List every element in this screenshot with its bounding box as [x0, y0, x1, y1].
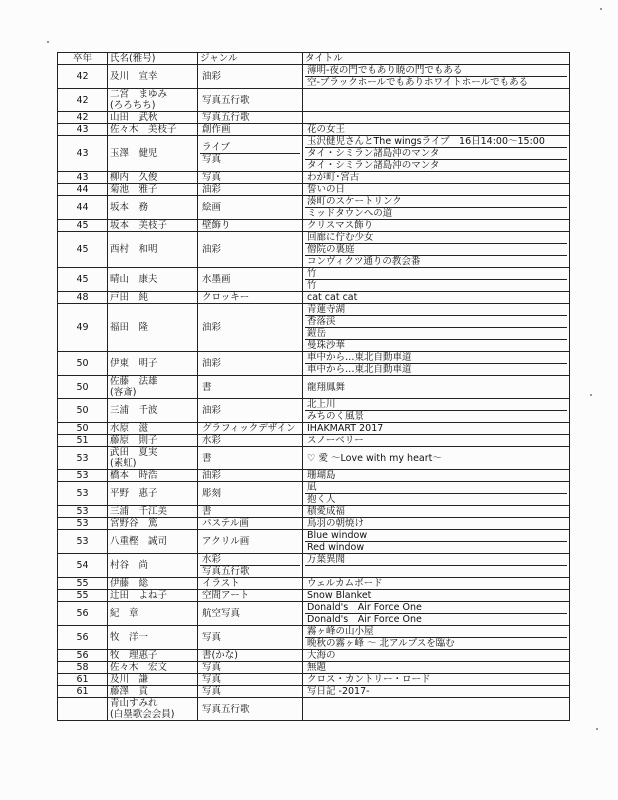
table-row [58, 530, 570, 554]
title-text: 回廊に佇む少女 [305, 232, 567, 244]
table-row [58, 376, 570, 399]
title-cell [303, 292, 570, 304]
genre-cell [198, 662, 303, 674]
genre-text: クロッキー [202, 292, 250, 303]
name-cell: 武田 夏実 (素虹) [108, 447, 198, 470]
title-cell [303, 518, 570, 530]
title-text: 万葉異聞 [305, 554, 567, 566]
name-cell: 坂本 務 [108, 196, 198, 220]
year-cell: 48 [58, 292, 108, 304]
table-row [58, 506, 570, 518]
title-text: クロス・カントリー・ロード [307, 674, 431, 685]
title-cell [303, 602, 570, 626]
header-title: タイトル [303, 53, 570, 65]
title-text: ♡ 愛 ～Love with my heart～ [307, 452, 442, 464]
genre-cell [198, 482, 303, 506]
title-text: 竹 [305, 268, 567, 280]
exhibitor-table [57, 52, 570, 721]
genre-text: アクリル画 [202, 536, 250, 547]
title-cell [303, 196, 570, 220]
title-cell [303, 124, 570, 136]
year-cell: 55 [58, 578, 108, 590]
table-row [58, 650, 570, 662]
title-text: 香落渓 [305, 316, 567, 328]
genre-text: 写真 [202, 172, 222, 183]
genre-text: 油彩 [202, 244, 222, 255]
title-text: 積愛成福 [307, 506, 346, 517]
genre-cell [198, 136, 303, 172]
genre-text: ライブ [200, 142, 300, 154]
name-cell: 西村 和明 [108, 232, 198, 268]
title-cell [303, 698, 570, 721]
year-cell: 44 [58, 184, 108, 196]
year-cell: 61 [58, 686, 108, 698]
genre-text: 水彩 [200, 554, 300, 566]
genre-cell [198, 530, 303, 554]
genre-text: 水彩 [202, 435, 222, 446]
genre-text: 航空写真 [202, 608, 241, 619]
title-cell [303, 674, 570, 686]
year-cell: 54 [58, 554, 108, 578]
name-cell: 坂本 美枝子 [108, 220, 198, 232]
genre-text: 油彩 [202, 184, 222, 195]
name-cell: 及川 宣幸 [108, 65, 198, 89]
title-text: 空-ブラックホールでもありホワイトホールでもある [307, 77, 529, 88]
title-text: 珊瑚島 [307, 470, 336, 481]
table-row [58, 196, 570, 220]
title-text: コンヴィクツ通りの教会番 [307, 256, 421, 267]
title-text: 車中から…東北自動車道 [305, 352, 567, 364]
table-row [58, 304, 570, 352]
title-text: 鳥羽の朝焼け [307, 518, 365, 529]
name-cell: 二宮 まゆみ (ろろちち) [108, 89, 198, 112]
title-cell [303, 112, 570, 124]
genre-text: 写真 [202, 674, 222, 685]
title-text: 北上川 [305, 399, 567, 411]
genre-text: 空間アート [202, 590, 250, 601]
scan-speck [590, 394, 592, 396]
name-cell: 水原 滋 [108, 423, 198, 435]
title-text: Blue window [305, 530, 567, 542]
title-text: クリスマス飾り [307, 220, 374, 231]
title-text: 晩秋の霧ヶ峰 ～ 北アルプスを臨む [307, 638, 455, 649]
year-cell: 49 [58, 304, 108, 352]
table-row [58, 124, 570, 136]
table-row [58, 292, 570, 304]
year-cell: 53 [58, 482, 108, 506]
name-cell: 紀 章 [108, 602, 198, 626]
table-row [58, 136, 570, 172]
title-text: 青蓮寺湖 [305, 304, 567, 316]
table-row [58, 554, 570, 578]
genre-cell [198, 376, 303, 399]
title-text: 薄明-夜の門でもあり暁の門でもある [305, 65, 567, 77]
genre-cell [198, 590, 303, 602]
genre-text: 写真 [202, 662, 222, 673]
genre-text: 写真 [202, 632, 222, 643]
title-cell [303, 268, 570, 292]
genre-text: 書 [202, 452, 212, 464]
table-row [58, 602, 570, 626]
genre-cell [198, 435, 303, 447]
title-text: 僧院の裏庭 [305, 244, 567, 256]
genre-text: 写真五行歌 [202, 112, 250, 123]
genre-cell [198, 686, 303, 698]
year-cell: 56 [58, 602, 108, 626]
table-row [58, 698, 570, 721]
name-cell: 佐々木 宏文 [108, 662, 198, 674]
title-text: 写日記 -2017- [307, 686, 370, 697]
genre-cell [198, 232, 303, 268]
name-cell: 戸田 純 [108, 292, 198, 304]
title-cell [303, 506, 570, 518]
title-text: ミッドタウンへの道 [307, 208, 393, 219]
title-cell [303, 423, 570, 435]
table-row [58, 112, 570, 124]
year-cell: 42 [58, 89, 108, 112]
genre-cell [198, 352, 303, 376]
title-cell [303, 482, 570, 506]
title-text: 曼珠沙華 [307, 340, 346, 351]
year-cell: 45 [58, 232, 108, 268]
title-cell [303, 352, 570, 376]
year-cell: 50 [58, 423, 108, 435]
title-text: Red window [307, 542, 365, 553]
genre-text: グラフィックデザイン [202, 423, 296, 434]
genre-cell [198, 423, 303, 435]
table-row [58, 423, 570, 435]
title-text: 抱く人 [307, 494, 336, 505]
title-text [305, 95, 567, 106]
genre-text: 写真五行歌 [202, 94, 250, 106]
genre-cell [198, 602, 303, 626]
title-text: 車中から…東北自動車道 [307, 364, 412, 375]
genre-text: 油彩 [202, 322, 222, 333]
genre-cell [198, 184, 303, 196]
table-row [58, 65, 570, 89]
table-row [58, 626, 570, 650]
title-cell [303, 686, 570, 698]
name-cell: 菊池 雅子 [108, 184, 198, 196]
header-row [58, 53, 570, 65]
table-row [58, 232, 570, 268]
name-cell: 福田 隆 [108, 304, 198, 352]
title-cell [303, 136, 570, 172]
genre-text: 油彩 [202, 71, 222, 82]
genre-cell [198, 399, 303, 423]
genre-cell [198, 65, 303, 89]
title-cell [303, 554, 570, 578]
name-cell: 三浦 千波 [108, 399, 198, 423]
title-text: Snow Blanket [307, 590, 372, 601]
genre-cell [198, 304, 303, 352]
year-cell: 51 [58, 435, 108, 447]
genre-cell [198, 220, 303, 232]
genre-cell [198, 506, 303, 518]
name-cell: 山田 武秋 [108, 112, 198, 124]
title-cell [303, 626, 570, 650]
name-cell: 玉澤 健児 [108, 136, 198, 172]
name-cell: 柳内 久俊 [108, 172, 198, 184]
scan-speck [596, 728, 598, 730]
year-cell: 53 [58, 447, 108, 470]
genre-cell [198, 650, 303, 662]
year-cell: 50 [58, 376, 108, 399]
genre-text: 書 [202, 381, 212, 393]
name-cell: 晴山 康夫 [108, 268, 198, 292]
name-cell: 伊東 明子 [108, 352, 198, 376]
genre-text: 水墨画 [202, 274, 231, 285]
table-row [58, 268, 570, 292]
header-name: 氏名(雅号) [108, 53, 198, 65]
table-row [58, 352, 570, 376]
title-text: IHAKMART 2017 [307, 423, 384, 434]
genre-cell [198, 196, 303, 220]
title-cell [303, 65, 570, 89]
year-cell: 42 [58, 112, 108, 124]
year-cell: 55 [58, 590, 108, 602]
title-text: 龍翔鳳舞 [307, 381, 346, 393]
title-text: 凪 [305, 482, 567, 494]
title-text: Donald's Air Force One [305, 602, 567, 614]
genre-text: イラスト [202, 578, 240, 589]
title-text: 花の女王 [307, 124, 346, 135]
header-year: 卒年 [58, 53, 108, 65]
name-cell: 及川 謙 [108, 674, 198, 686]
genre-text: 彫刻 [202, 488, 222, 499]
genre-text: 油彩 [202, 470, 222, 481]
title-cell [303, 220, 570, 232]
name-cell: 牧 洋一 [108, 626, 198, 650]
table-row [58, 686, 570, 698]
year-cell: 50 [58, 352, 108, 376]
genre-cell [198, 674, 303, 686]
title-text: Donald's Air Force One [307, 614, 422, 625]
year-cell: 53 [58, 518, 108, 530]
year-cell: 43 [58, 124, 108, 136]
name-cell: 辻田 よね子 [108, 590, 198, 602]
name-cell: 三浦 千江美 [108, 506, 198, 518]
year-cell: 45 [58, 268, 108, 292]
title-text: タイ・シミラン諸島沖のマンタ [305, 148, 567, 160]
title-text: 鎧岳 [305, 328, 567, 340]
name-cell: 佐々木 美枝子 [108, 124, 198, 136]
title-text: cat cat cat [307, 292, 358, 303]
year-cell: 61 [58, 674, 108, 686]
header-genre: ジャンル [198, 53, 303, 65]
title-text: 霧ヶ峰の山小屋 [305, 626, 567, 638]
genre-text: 写真 [202, 686, 222, 697]
table-row [58, 674, 570, 686]
title-text: ウェルカムボード [307, 578, 383, 589]
title-cell [303, 89, 570, 112]
year-cell: 43 [58, 172, 108, 184]
title-text: 玉沢健児さんとThe wingsライブ 16日14:00～15:00 [305, 136, 567, 148]
title-cell [303, 578, 570, 590]
genre-text: 書(かな) [202, 650, 238, 661]
title-text: 誓いの日 [307, 184, 346, 195]
genre-cell [198, 89, 303, 112]
table-row [58, 220, 570, 232]
name-cell: 牧 理惠子 [108, 650, 198, 662]
genre-text: 油彩 [202, 405, 222, 416]
name-cell: 八重樫 誠司 [108, 530, 198, 554]
title-text: スノーベリー [307, 435, 364, 446]
genre-cell [198, 292, 303, 304]
year-cell: 56 [58, 626, 108, 650]
name-cell: 青山すみれ (白塁歌会会員) [108, 698, 198, 721]
scan-speck [600, 8, 602, 10]
title-text [305, 566, 567, 577]
genre-text: 写真五行歌 [202, 566, 250, 577]
genre-cell [198, 268, 303, 292]
genre-cell [198, 112, 303, 124]
genre-text: 写真五行歌 [202, 703, 250, 715]
year-cell: 58 [58, 662, 108, 674]
name-cell: 伊藤 総 [108, 578, 198, 590]
year-cell: 53 [58, 530, 108, 554]
table-row [58, 184, 570, 196]
title-text: みちのく風景 [307, 411, 365, 422]
name-cell: 村谷 尚 [108, 554, 198, 578]
title-cell [303, 662, 570, 674]
table-row [58, 482, 570, 506]
table-row [58, 662, 570, 674]
title-cell [303, 184, 570, 196]
genre-cell [198, 626, 303, 650]
title-text: わが町･宮古 [307, 172, 360, 183]
scan-speck [47, 41, 49, 43]
title-cell [303, 590, 570, 602]
title-cell [303, 399, 570, 423]
title-cell [303, 304, 570, 352]
name-cell: 平野 惠子 [108, 482, 198, 506]
table-row [58, 399, 570, 423]
title-text: 湊町のスケートリンク [305, 196, 567, 208]
genre-cell [198, 554, 303, 578]
table-row [58, 590, 570, 602]
name-cell: 藤原 則子 [108, 435, 198, 447]
title-cell [303, 172, 570, 184]
genre-cell [198, 698, 303, 721]
year-cell: 45 [58, 220, 108, 232]
table-body [58, 65, 570, 721]
title-text: 無題 [307, 662, 327, 673]
genre-text: 壁飾り [202, 220, 231, 231]
year-cell: 53 [58, 506, 108, 518]
title-cell [303, 650, 570, 662]
genre-cell [198, 470, 303, 482]
genre-cell [198, 124, 303, 136]
genre-text: 書 [202, 506, 212, 517]
year-cell [58, 698, 108, 721]
genre-cell [198, 172, 303, 184]
genre-text: 写真 [202, 154, 222, 165]
genre-text: 油彩 [202, 358, 222, 369]
year-cell: 56 [58, 650, 108, 662]
title-cell [303, 435, 570, 447]
year-cell: 44 [58, 196, 108, 220]
year-cell: 43 [58, 136, 108, 172]
title-cell [303, 470, 570, 482]
table-row [58, 447, 570, 470]
title-cell [303, 376, 570, 399]
year-cell: 53 [58, 470, 108, 482]
year-cell: 50 [58, 399, 108, 423]
year-cell: 42 [58, 65, 108, 89]
table-row [58, 578, 570, 590]
table-row [58, 518, 570, 530]
name-cell: 藤澤 貢 [108, 686, 198, 698]
title-text [305, 704, 567, 715]
name-cell: 宮野谷 篤 [108, 518, 198, 530]
title-text: タイ・シミラン諸島沖のマンタ [307, 160, 440, 171]
name-cell: 佐藤 法雄 (容斎) [108, 376, 198, 399]
table-row [58, 172, 570, 184]
title-text: 大海の [307, 650, 336, 661]
genre-text: 絵画 [202, 202, 222, 213]
genre-cell [198, 518, 303, 530]
title-text: 竹 [307, 280, 317, 291]
table-row [58, 435, 570, 447]
title-cell [303, 232, 570, 268]
table-row [58, 470, 570, 482]
genre-cell [198, 447, 303, 470]
title-text [305, 112, 567, 123]
name-cell: 橋本 時浩 [108, 470, 198, 482]
title-cell [303, 530, 570, 554]
genre-text: 創作画 [202, 124, 231, 135]
genre-cell [198, 578, 303, 590]
title-cell [303, 447, 570, 470]
genre-text: パステル画 [202, 518, 249, 529]
table-row [58, 89, 570, 112]
